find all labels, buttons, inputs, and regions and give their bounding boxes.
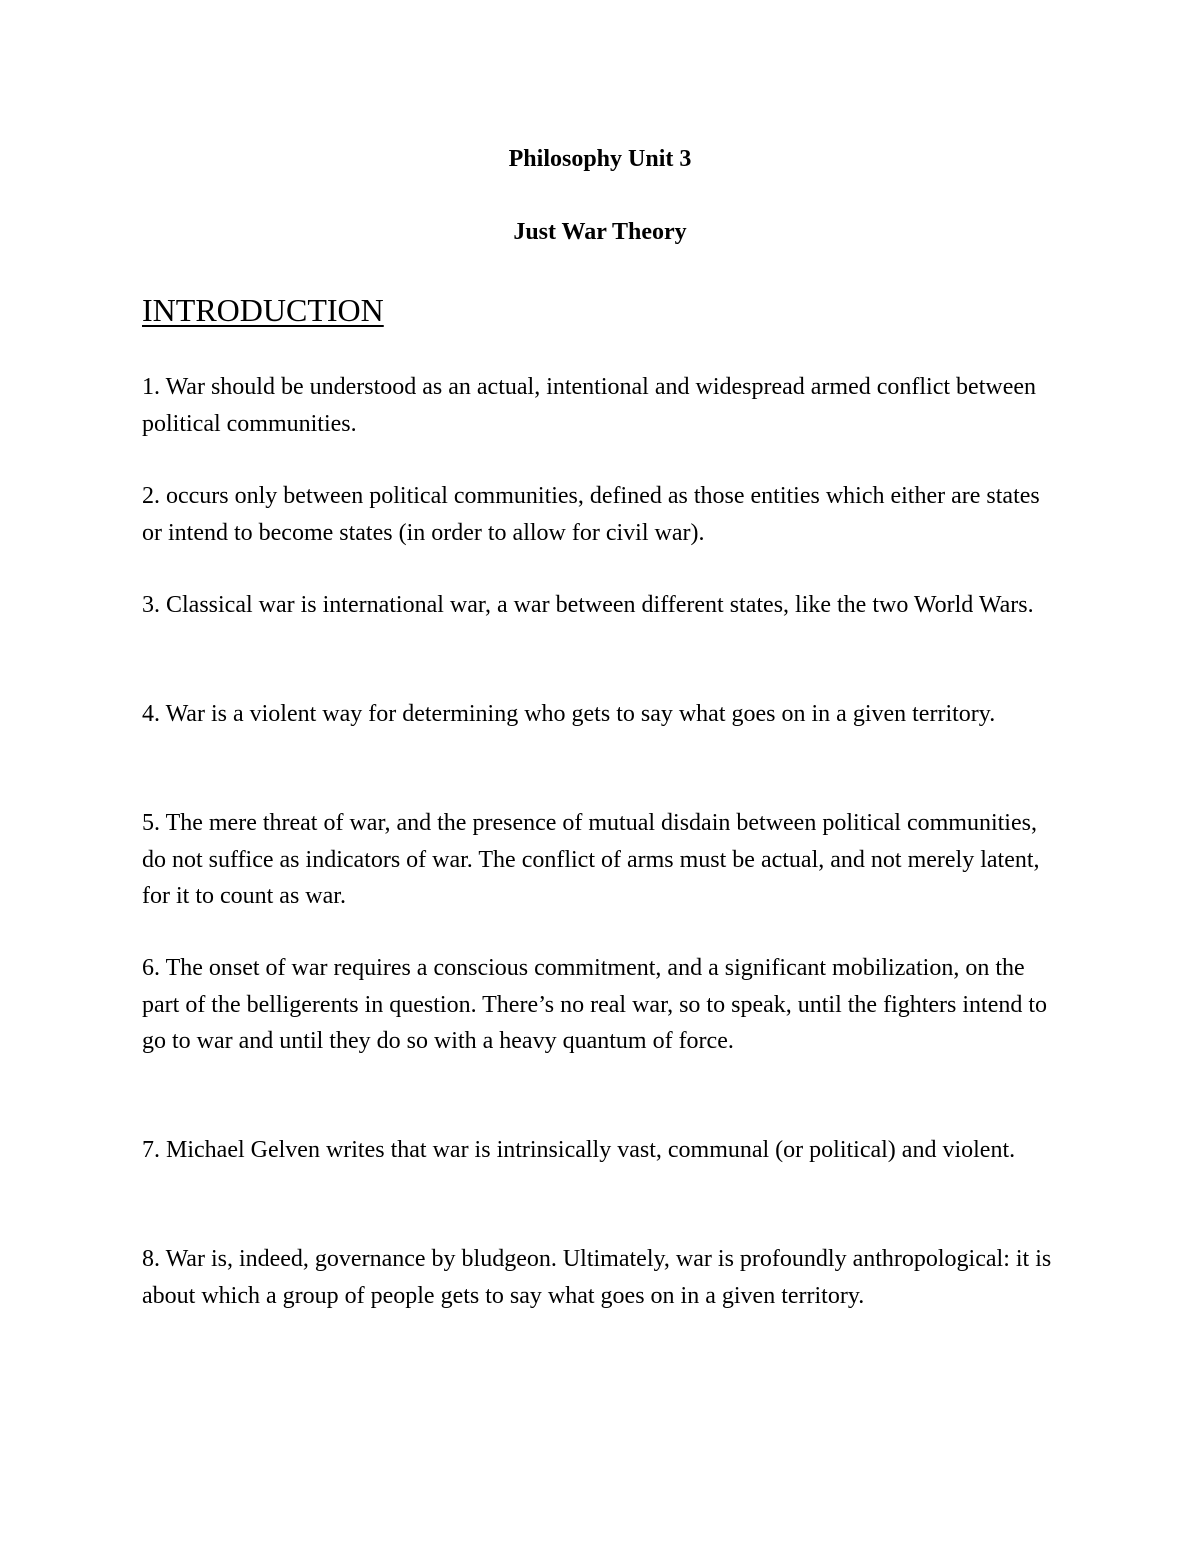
list-item: 6. The onset of war requires a conscious commitment, and a significant mobilization, on the part of the belligerents in question. There’s no real war, so to speak, until the fighters intend to go to war and until they do so with a heavy quantum of force. [142, 955, 1048, 1054]
list-item: 4. War is a violent way for determining who gets to say what goes on in a given territory. [142, 701, 996, 727]
list-item: 8. War is, indeed, governance by bludgeon. Ultimately, war is profoundly anthropological: it is about which a group of people gets to say what goes on in a given territory. [142, 1246, 1052, 1309]
document-subtitle: Just War Theory [513, 219, 687, 245]
list-item: 7. Michael Gelven writes that war is intrinsically vast, communal (or political) and violent. [142, 1137, 1016, 1163]
list-item: 5. The mere threat of war, and the presence of mutual disdain between political communities, do not suffice as indicators of war. The conflict of arms must be actual, and not merely latent, for it to count as war. [142, 810, 1040, 909]
list-item: 3. Classical war is international war, a war between different states, like the two World Wars. [142, 592, 1034, 618]
document-title: Philosophy Unit 3 [508, 146, 692, 172]
section-heading-introduction: INTRODUCTION [142, 292, 384, 328]
list-item: 1. War should be understood as an actual, intentional and widespread armed conflict between political communities. [142, 374, 1036, 437]
list-item: 2. occurs only between political communities, defined as those entities which either are states or intend to become states (in order to allow for civil war). [142, 483, 1040, 546]
